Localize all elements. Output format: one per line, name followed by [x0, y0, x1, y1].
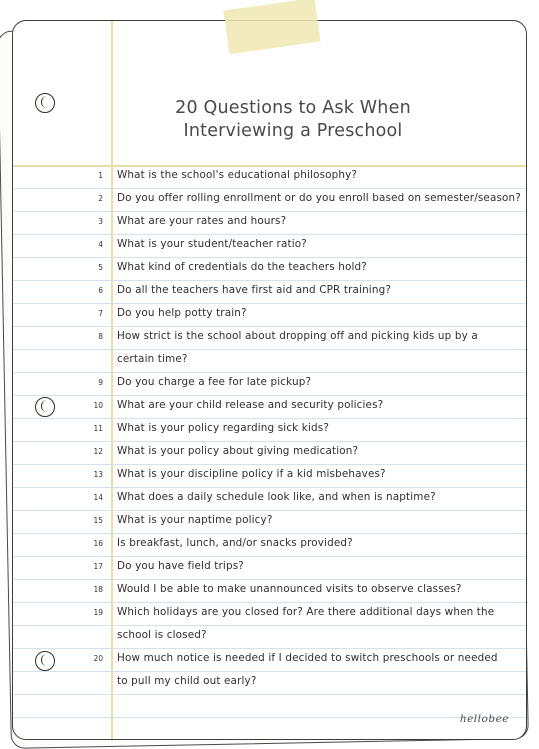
question-number: 16 [93, 539, 103, 548]
question-text: Is breakfast, lunch, and/or snacks provided? [117, 537, 353, 549]
question-number: 13 [93, 470, 103, 479]
question-number: 1 [98, 171, 103, 180]
question-number: 4 [98, 240, 103, 249]
list-item [13, 327, 526, 350]
question-number: 8 [98, 332, 103, 341]
question-text: What are your rates and hours? [117, 215, 287, 227]
list-item [13, 419, 526, 442]
question-text: What is your student/teacher ratio? [117, 238, 307, 250]
question-text: Do you offer rolling enrollment or do you enroll based on semester/season? [117, 192, 521, 204]
list-item [13, 672, 526, 695]
question-number: 17 [93, 562, 103, 571]
question-text: What kind of credentials do the teachers hold? [117, 261, 367, 273]
question-number: 12 [93, 447, 103, 456]
question-text: What is your policy about giving medication? [117, 445, 359, 457]
title-line-1: 20 Questions to Ask When [175, 98, 411, 118]
question-text: school is closed? [117, 629, 207, 641]
page-title [133, 97, 453, 143]
question-number: 7 [98, 309, 103, 318]
list-item [13, 603, 526, 626]
list-item [13, 212, 526, 235]
notebook-page [12, 20, 527, 740]
question-number: 9 [98, 378, 103, 387]
question-text: certain time? [117, 353, 188, 365]
question-text: Do you have field trips? [117, 560, 244, 572]
question-number: 18 [93, 585, 103, 594]
question-number: 15 [93, 516, 103, 525]
list-item [13, 442, 526, 465]
question-text: Which holidays are you closed for? Are there additional days when the [117, 606, 495, 618]
question-number: 3 [98, 217, 103, 226]
question-text: What are your child release and security policies? [117, 399, 384, 411]
list-item [13, 626, 526, 649]
list-item [13, 557, 526, 580]
question-text: Do all the teachers have first aid and CPR training? [117, 284, 391, 296]
question-text: What is the school's educational philosophy? [117, 169, 358, 181]
question-text: How strict is the school about dropping off and picking kids up by a [117, 330, 478, 342]
blank-ruled-line [13, 695, 526, 718]
list-item [13, 534, 526, 557]
question-text: What is your discipline policy if a kid misbehaves? [117, 468, 386, 480]
question-text: What is your naptime policy? [117, 514, 273, 526]
list-item [13, 649, 526, 672]
question-number: 11 [93, 424, 103, 433]
questions-list [13, 166, 526, 740]
list-item [13, 580, 526, 603]
list-item [13, 396, 526, 419]
list-item [13, 304, 526, 327]
punch-hole-top [35, 93, 55, 113]
question-number: 6 [98, 286, 103, 295]
list-item [13, 166, 526, 189]
question-text: Do you charge a fee for late pickup? [117, 376, 312, 388]
question-text: What does a daily schedule look like, and when is naptime? [117, 491, 436, 503]
title-line-2: Interviewing a Preschool [183, 121, 403, 141]
question-text: to pull my child out early? [117, 675, 257, 687]
question-text: Would I be able to make unannounced visits to observe classes? [117, 583, 462, 595]
list-item [13, 373, 526, 396]
question-text: How much notice is needed if I decided to switch preschools or needed [117, 652, 498, 664]
list-item [13, 281, 526, 304]
list-item [13, 511, 526, 534]
list-item [13, 350, 526, 373]
list-item [13, 488, 526, 511]
question-text: Do you help potty train? [117, 307, 247, 319]
question-number: 20 [93, 654, 103, 663]
question-number: 5 [98, 263, 103, 272]
brand-logo: hellobee [459, 713, 509, 725]
list-item [13, 465, 526, 488]
question-text: What is your policy regarding sick kids? [117, 422, 329, 434]
question-number: 19 [93, 608, 103, 617]
question-number: 14 [93, 493, 103, 502]
blank-ruled-line [13, 718, 526, 740]
question-number: 2 [98, 194, 103, 203]
list-item [13, 189, 526, 212]
question-number: 10 [93, 401, 103, 410]
list-item [13, 258, 526, 281]
list-item [13, 235, 526, 258]
